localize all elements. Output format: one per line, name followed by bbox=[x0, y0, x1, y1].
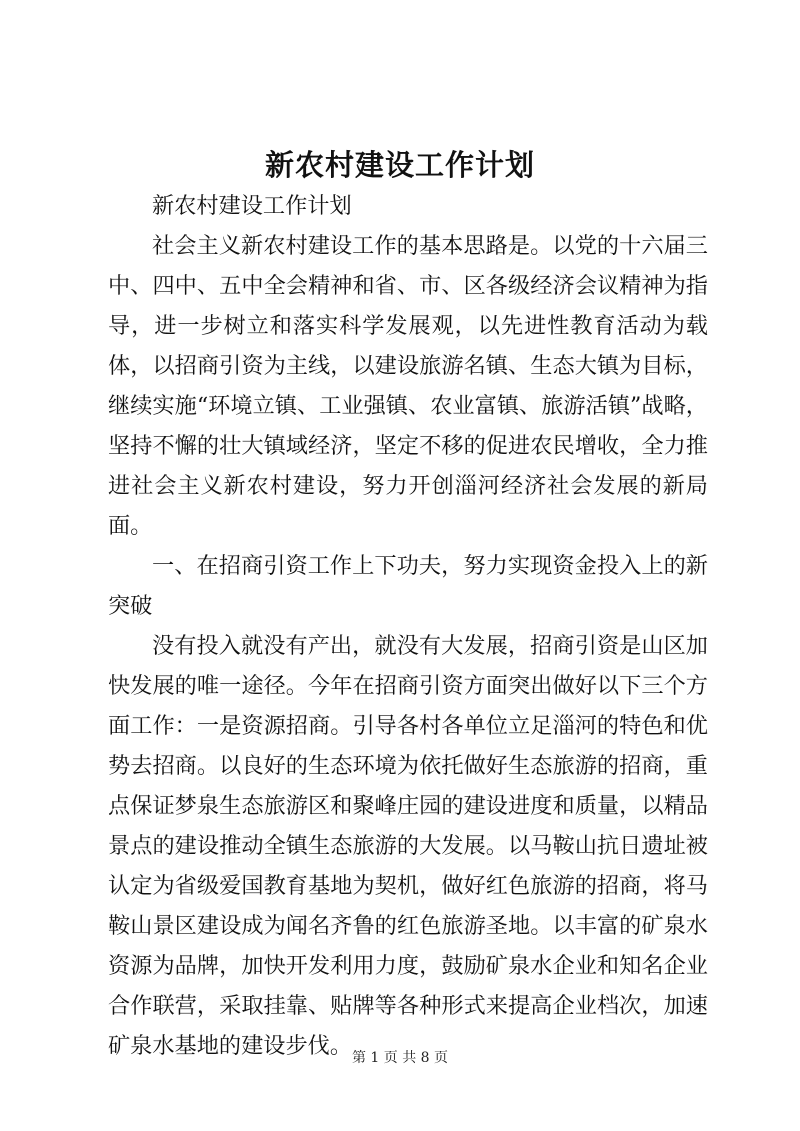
paragraph-overview: 社会主义新农村建设工作的基本思路是。以党的十六届三中、四中、五中全会精神和省、市、区各级经济会议精神为指导，进一步树立和落实科学发展观，以先进性教育活动为载体，以招商引资为主线，以建设旅游名镇、生态大镇为目标，继续实施“环境立镇、工业强镇、农业富镇、旅游活镇”战略，坚持不懈的壮大镇域经济，坚定不移的促进农民增收，全力推进社会主义新农村建设，努力开创淄河经济社会发展的新局面。 bbox=[108, 233, 708, 539]
document-body bbox=[108, 186, 708, 1066]
document-title: 新农村建设工作计划 bbox=[264, 148, 535, 182]
paragraph-subtitle: 新农村建设工作计划 bbox=[152, 193, 352, 219]
page-footer: 第 1 页 共 8 页 bbox=[351, 1050, 449, 1066]
paragraph-investment: 没有投入就没有产出，就没有大发展，招商引资是山区加快发展的唯一途径。今年在招商引资方面突出做好以下三个方面工作：一是资源招商。引导各村各单位立足淄河的特色和优势去招商。以良好的生态环境为依托做好生态旅游的招商，重点保证梦泉生态旅游区和聚峰庄园的建设进度和质量，以精品景点的建设推动全镇生态旅游的大发展。以马鞍山抗日遗址被认定为省级爱国教育基地为契机，做好红色旅游的招商，将马鞍山景区建设成为闻名齐鲁的红色旅游圣地。以丰富的矿泉水资源为品牌，加快开发利用力度，鼓励矿泉水企业和知名企业合作联营，采取挂靠、贴牌等各种形式来提高企业档次，加速矿泉水基地的建设步伐。 bbox=[108, 633, 708, 1059]
section-heading-1: 一、在招商引资工作上下功夫，努力实现资金投入上的新突破 bbox=[108, 553, 708, 619]
